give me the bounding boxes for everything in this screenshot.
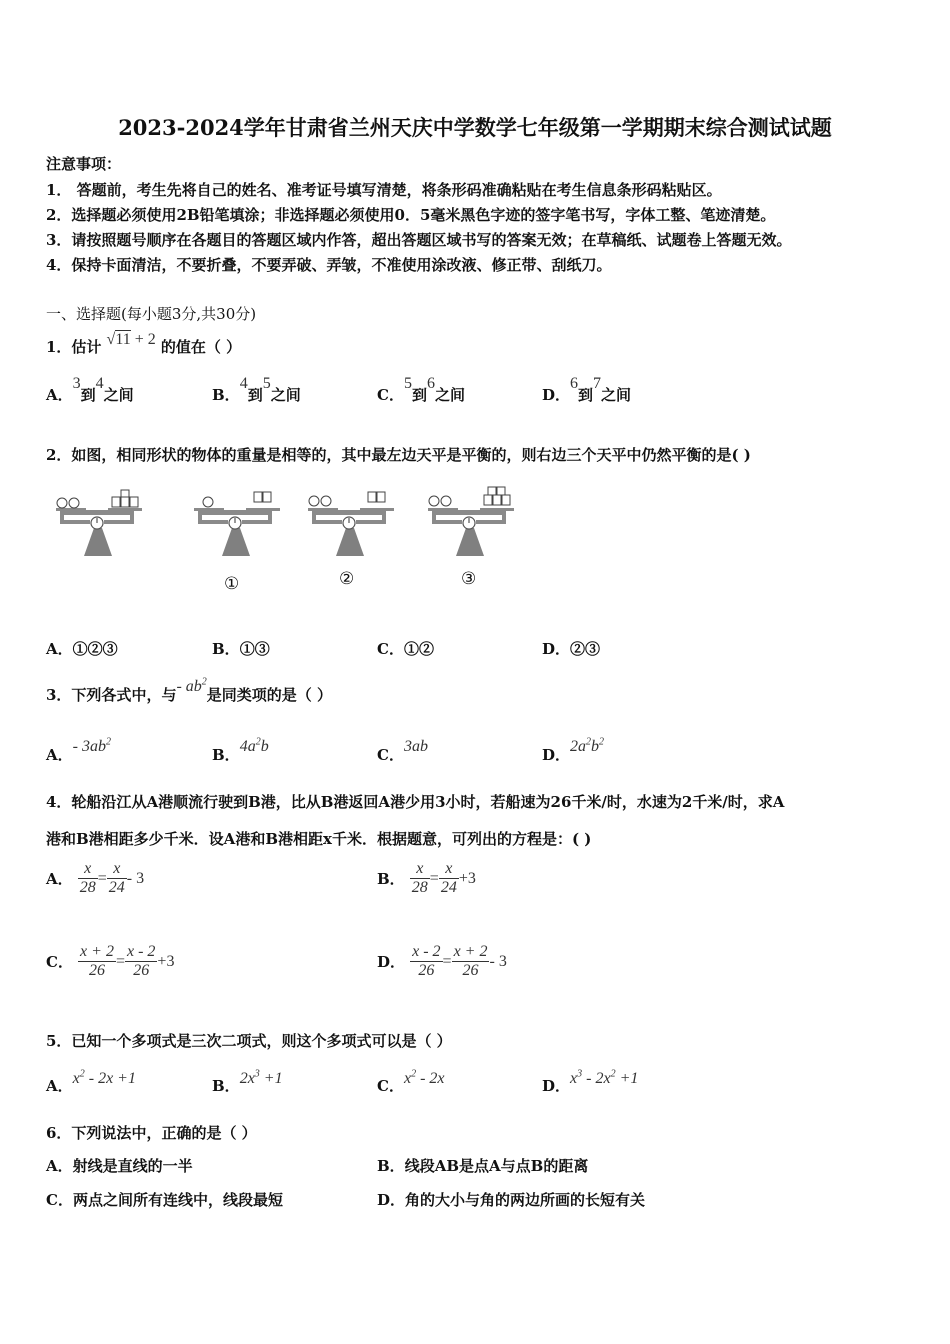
q3-expr: - ab <box>176 678 202 695</box>
balance-1 <box>194 492 280 556</box>
option-label: B． <box>377 1157 405 1175</box>
option-label: B． <box>212 746 240 764</box>
option-exp: 2 <box>586 736 592 748</box>
q3-expression <box>176 678 206 695</box>
option-text: 角的大小与角的两边所画的长短有关 <box>405 1191 646 1209</box>
q1-option-b[interactable] <box>212 375 301 405</box>
option-label: D． <box>377 1191 406 1209</box>
option-label: B． <box>212 1077 240 1095</box>
fraction-left: $\frac{x - 2}{26}$ <box>412 943 441 979</box>
q2-option-a[interactable] <box>46 638 118 659</box>
option-text: 到 <box>80 386 96 404</box>
option-value: 4 <box>95 375 104 392</box>
option-label: B． <box>212 386 240 404</box>
option-text: ①②③ <box>72 640 118 658</box>
option-text: ①③ <box>239 640 270 658</box>
option-text: 之间 <box>103 386 134 404</box>
balance-left <box>56 490 142 556</box>
option-tail: +3 <box>157 952 175 970</box>
option-tail: b <box>591 738 600 755</box>
q2-option-b[interactable] <box>212 638 270 659</box>
page-title: 2023-2024学年甘肃省兰州天庆中学数学七年级第一学期期末综合测试试题 <box>118 115 832 140</box>
option-value: 5 <box>262 375 271 392</box>
option-label: B． <box>212 640 240 658</box>
option-label: C． <box>46 1191 73 1209</box>
q3-pre: 3．下列各式中，与 <box>46 686 177 704</box>
option-label: A． <box>46 1157 73 1175</box>
notice-item-2: 2．选择题必须使用2B铅笔填涂；非选择题必须使用0．5毫米黑色字迹的签字笔书写，字体工整、笔迹清楚。 <box>46 206 776 224</box>
q4-option-a[interactable] <box>46 860 144 897</box>
option-label: C． <box>46 953 73 971</box>
fraction-left: $\frac{x}{28}$ <box>411 860 428 896</box>
question-2: 2．如图，相同形状的物体的重量是相等的，其中最左边天平是平衡的，则右边三个天平中仍然平衡的是( ) <box>46 446 751 464</box>
q1-option-d[interactable] <box>542 375 632 405</box>
option-text: 之间 <box>434 386 465 404</box>
option-text: ②③ <box>570 640 601 658</box>
q4-option-b[interactable] <box>377 860 476 897</box>
option-label: D． <box>542 640 571 658</box>
option-expr: 2a <box>570 738 587 755</box>
fraction-right: $\frac{x + 2}{26}$ <box>453 943 488 979</box>
q6-option-d[interactable] <box>377 1189 645 1210</box>
question-4-line-2: 港和B港相距多少千米．设A港和B港相距x千米．根据题意，可列出的方程是：( ) <box>46 830 592 848</box>
equals: = <box>429 869 439 887</box>
q2-option-d[interactable] <box>542 638 600 659</box>
equals: = <box>115 952 125 970</box>
q5-option-b[interactable]: B．$2x^3 +1$ <box>212 1068 283 1095</box>
option-label: A． <box>46 386 73 404</box>
equals: = <box>97 869 107 887</box>
option-text: 线段AB是点A与点B的距离 <box>404 1157 589 1175</box>
q3-exp: 2 <box>201 676 207 688</box>
option-text: 之间 <box>601 386 632 404</box>
figure-label-3: ③ <box>461 569 477 589</box>
option-value: 7 <box>593 375 602 392</box>
q4-option-c[interactable] <box>46 943 174 980</box>
option-label: C． <box>377 640 404 658</box>
q1-expression: √11 + 2 <box>106 331 156 348</box>
section-heading: 一、选择题(每小题3分,共30分) <box>46 305 257 323</box>
option-tail: +3 <box>458 869 476 887</box>
option-expr: - 3ab <box>72 738 106 755</box>
q1-radicand: 11 <box>115 331 131 348</box>
balance-3 <box>428 487 514 556</box>
option-text: ①② <box>403 640 434 658</box>
fraction-left: $\frac{x}{28}$ <box>79 860 96 896</box>
option-exp: 2 <box>105 736 111 748</box>
option-text: 到 <box>247 386 263 404</box>
option-value: 3 <box>72 375 81 392</box>
option-value: 5 <box>403 375 412 392</box>
option-tail: - 3 <box>126 869 145 887</box>
question-3 <box>46 676 333 705</box>
option-text: 之间 <box>270 386 301 404</box>
option-expr: 3ab <box>403 738 428 755</box>
q3-option-a[interactable] <box>46 736 111 765</box>
q5-option-d[interactable]: D．$x^3 - 2x^2 +1$ <box>542 1068 639 1095</box>
option-value: 6 <box>570 375 579 392</box>
q6-option-b[interactable] <box>377 1155 588 1176</box>
option-tail: b <box>260 738 269 755</box>
q3-option-c[interactable] <box>377 738 428 765</box>
fraction-left: $\frac{x + 2}{26}$ <box>80 943 114 979</box>
question-1 <box>46 331 242 357</box>
q3-option-b[interactable] <box>212 736 269 765</box>
option-value: 6 <box>426 375 435 392</box>
option-exp: 2 <box>255 736 261 748</box>
option-label: D． <box>377 953 406 971</box>
option-label: A． <box>46 640 73 658</box>
equals: = <box>442 952 452 970</box>
option-text: 射线是直线的一半 <box>72 1157 193 1175</box>
notice-heading: 注意事项： <box>46 155 122 173</box>
figure-label-1: ① <box>224 574 240 594</box>
q6-option-c[interactable] <box>46 1189 283 1210</box>
notice-item-1: 1． 答题前，考生先将自己的姓名、准考证号填写清楚，将条形码准确粘贴在考生信息条形码粘贴区。 <box>46 181 722 199</box>
option-exp2: 2 <box>599 736 605 748</box>
q1-option-a[interactable] <box>46 375 134 405</box>
fraction-right: $\frac{x - 2}{26}$ <box>126 943 156 979</box>
q3-post: 是同类项的是（ ） <box>206 686 333 704</box>
option-expr: 4a <box>239 738 256 755</box>
option-tail: - 3 <box>489 952 507 970</box>
question-4-line-1: 4．轮船沿江从A港顺流行驶到B港，比从B港返回A港少用3小时，若船速为26千米/时，水速为2千米/时，求A <box>46 793 785 811</box>
q6-option-a[interactable] <box>46 1155 193 1176</box>
q1-pre: 1．估计 <box>46 338 102 356</box>
q2-option-c[interactable] <box>377 638 434 659</box>
option-text: 到 <box>578 386 594 404</box>
option-label: A． <box>46 870 73 888</box>
q5-option-a[interactable]: A．$x^2 - 2x +1$ <box>46 1068 136 1095</box>
notice-item-4: 4．保持卡面清洁，不要折叠，不要弄破、弄皱，不准使用涂改液、修正带、刮纸刀。 <box>46 256 612 274</box>
q4-option-d[interactable] <box>377 943 507 980</box>
figure-label-2: ② <box>339 569 355 589</box>
question-5: 5．已知一个多项式是三次二项式，则这个多项式可以是（ ） <box>46 1032 452 1050</box>
option-label: A． <box>46 746 73 764</box>
fraction-right: $\frac{x}{24}$ <box>108 860 125 896</box>
q1-plus: + 2 <box>134 331 156 348</box>
option-label: C． <box>377 1077 404 1095</box>
option-label: B． <box>377 870 405 888</box>
option-label: C． <box>377 746 404 764</box>
q3-option-d[interactable] <box>542 736 605 765</box>
option-label: D． <box>542 386 571 404</box>
fraction-right: $\frac{x}{24}$ <box>440 860 457 896</box>
q1-post: 的值在（ ） <box>160 338 242 356</box>
notice-item-3: 3．请按照题号顺序在各题目的答题区域内作答，超出答题区域书写的答案无效；在草稿纸、试题卷上答题无效。 <box>46 231 792 249</box>
option-text: 两点之间所有连线中，线段最短 <box>72 1191 283 1209</box>
option-label: A． <box>46 1077 73 1095</box>
q5-option-c[interactable]: C．$x^2 - 2x$ <box>377 1068 445 1095</box>
option-label: C． <box>377 386 404 404</box>
option-label: D． <box>542 1077 571 1095</box>
q1-option-c[interactable] <box>377 375 465 405</box>
option-value: 4 <box>239 375 248 392</box>
balance-2 <box>308 492 394 556</box>
option-text: 到 <box>411 386 427 404</box>
question-6: 6．下列说法中，正确的是（ ） <box>46 1124 257 1142</box>
option-label: D． <box>542 746 571 764</box>
